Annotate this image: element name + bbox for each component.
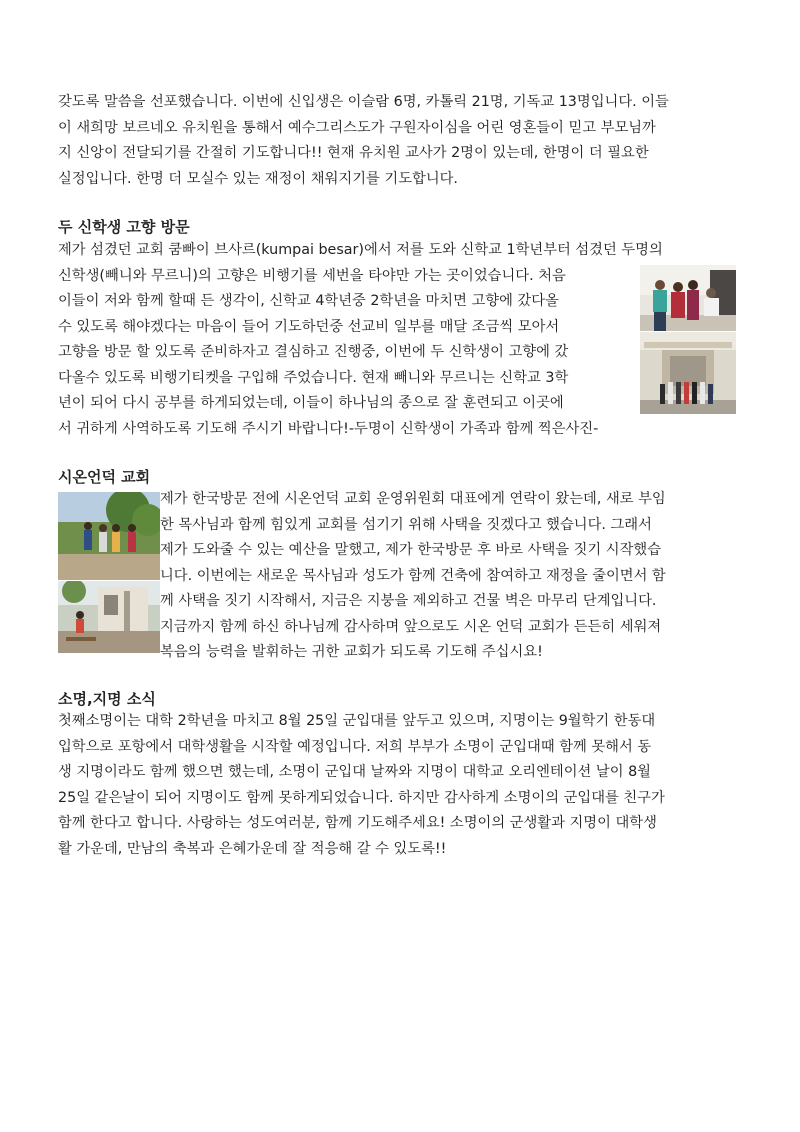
intro-line: 지 신앙이 전달되기를 간절히 기도합니다!! 현재 유치원 교사가 2명이 있는데, 한명이 더 필요한 xyxy=(58,145,649,161)
church-group-photo xyxy=(58,492,160,580)
news-line: 입학으로 포항에서 대학생활을 시작할 예정입니다. 저희 부부가 소명이 군입대때 함께 못해서 동 xyxy=(58,738,652,755)
section-heading-news: 소명,지명 소식 xyxy=(58,690,156,708)
church-paragraph xyxy=(160,487,744,666)
church-line: 한 목사님과 함께 힘있게 교회를 섬기기 위해 사택을 짓겠다고 했습니다. 그래서 xyxy=(160,516,652,533)
visit-line: 이들이 저와 함께 할때 든 생각이, 신학교 4학년중 2학년을 마치면 고향에 갔다올 xyxy=(58,293,559,309)
visit-line: 년이 되어 다시 공부를 하게되었는데, 이들이 하나님의 종으로 잘 훈련되고 이곳에 xyxy=(58,395,564,411)
section-heading-visit: 두 신학생 고향 방문 xyxy=(58,218,190,236)
section-heading-church: 시온언덕 교회 xyxy=(58,468,151,486)
visit-line: 제가 섬겼던 교회 쿰빠이 브사르(kumpai besar)에서 저를 도와 신학교 1학년부터 섬겼던 두명의 xyxy=(58,242,663,258)
news-paragraph xyxy=(58,709,744,862)
church-line: 지금까지 함께 하신 하나님께 감사하며 앞으로도 시온 언덕 교회가 든든히 세워져 xyxy=(160,618,662,635)
church-line: 복음의 능력을 발휘하는 귀한 교회가 되도록 기도해 주십시요! xyxy=(160,644,543,660)
visit-line: 수 있도록 해야겠다는 마음이 들어 기도하던중 선교비 일부를 매달 조금씩 모아서 xyxy=(58,318,560,335)
intro-line: 이 새희망 보르네오 유치원을 통해서 예수그리스도가 구원자이심을 어린 영혼들이 믿고 부모님까 xyxy=(58,119,656,136)
visit-line: 신학생(빼니와 무르니)의 고향은 비행기를 세번을 타야만 가는 곳이었습니다. 처음 xyxy=(58,267,566,284)
church-line: 제가 한국방문 전에 시온언덕 교회 운영위원회 대표에게 연락이 왔는데, 새로 부임 xyxy=(160,491,666,507)
visit-line: 다올수 있도록 비행기티켓을 구입해 주었습니다. 현재 빼니와 무르니는 신학교 3학 xyxy=(58,369,569,386)
visit-line: 고향을 방문 할 있도록 준비하자고 결심하고 진행중, 이번에 두 신학생이 고향에 갔 xyxy=(58,344,569,360)
construction-photo xyxy=(58,581,160,653)
news-line: 첫째소명이는 대학 2학년을 마치고 8월 25일 군입대를 앞두고 있으며, 지명이는 9월학기 한동대 xyxy=(58,713,656,729)
church-line: 니다. 이번에는 새로운 목사님과 성도가 함께 건축에 참여하고 재정을 줄이면서 함 xyxy=(160,567,666,584)
news-line: 활 가운데, 만남의 축복과 은혜가운데 잘 적응해 갈 수 있도록!! xyxy=(58,840,447,857)
intro-line: 실정입니다. 한명 더 모실수 있는 재정이 채워지기를 기도합니다. xyxy=(58,170,458,187)
news-line: 생 지명이라도 함께 했으면 했는데, 소명이 군입대 날짜와 지명이 대학교 오리엔테이션 날이 8월 xyxy=(58,764,651,780)
news-line: 25일 같은날이 되어 지명이도 함께 못하게되었습니다. 하지만 감사하게 소명이의 군입대를 친구가 xyxy=(58,789,665,806)
family-photo-1 xyxy=(640,265,736,331)
church-line: 께 사택을 짓기 시작해서, 지금은 지붕을 제외하고 건물 벽은 마무리 단계입니다. xyxy=(160,593,657,609)
news-line: 함께 한다고 합니다. 사랑하는 성도여러분, 함께 기도해주세요! 소명이의 군생활과 지명이 대학생 xyxy=(58,815,657,831)
intro-line: 갖도록 말씀을 선포했습니다. 이번에 신입생은 이슬람 6명, 카톨릭 21명, 기독교 13명입니다. 이들 xyxy=(58,94,669,110)
church-line: 제가 도와줄 수 있는 예산을 말했고, 제가 한국방문 후 바로 사택을 짓기 시작했습 xyxy=(160,542,662,558)
intro-paragraph xyxy=(58,90,744,192)
family-photo-2 xyxy=(640,332,736,414)
visit-line: 서 귀하게 사역하도록 기도해 주시기 바랍니다!-두명이 신학생이 가족과 함께 찍은사진- xyxy=(58,420,599,437)
